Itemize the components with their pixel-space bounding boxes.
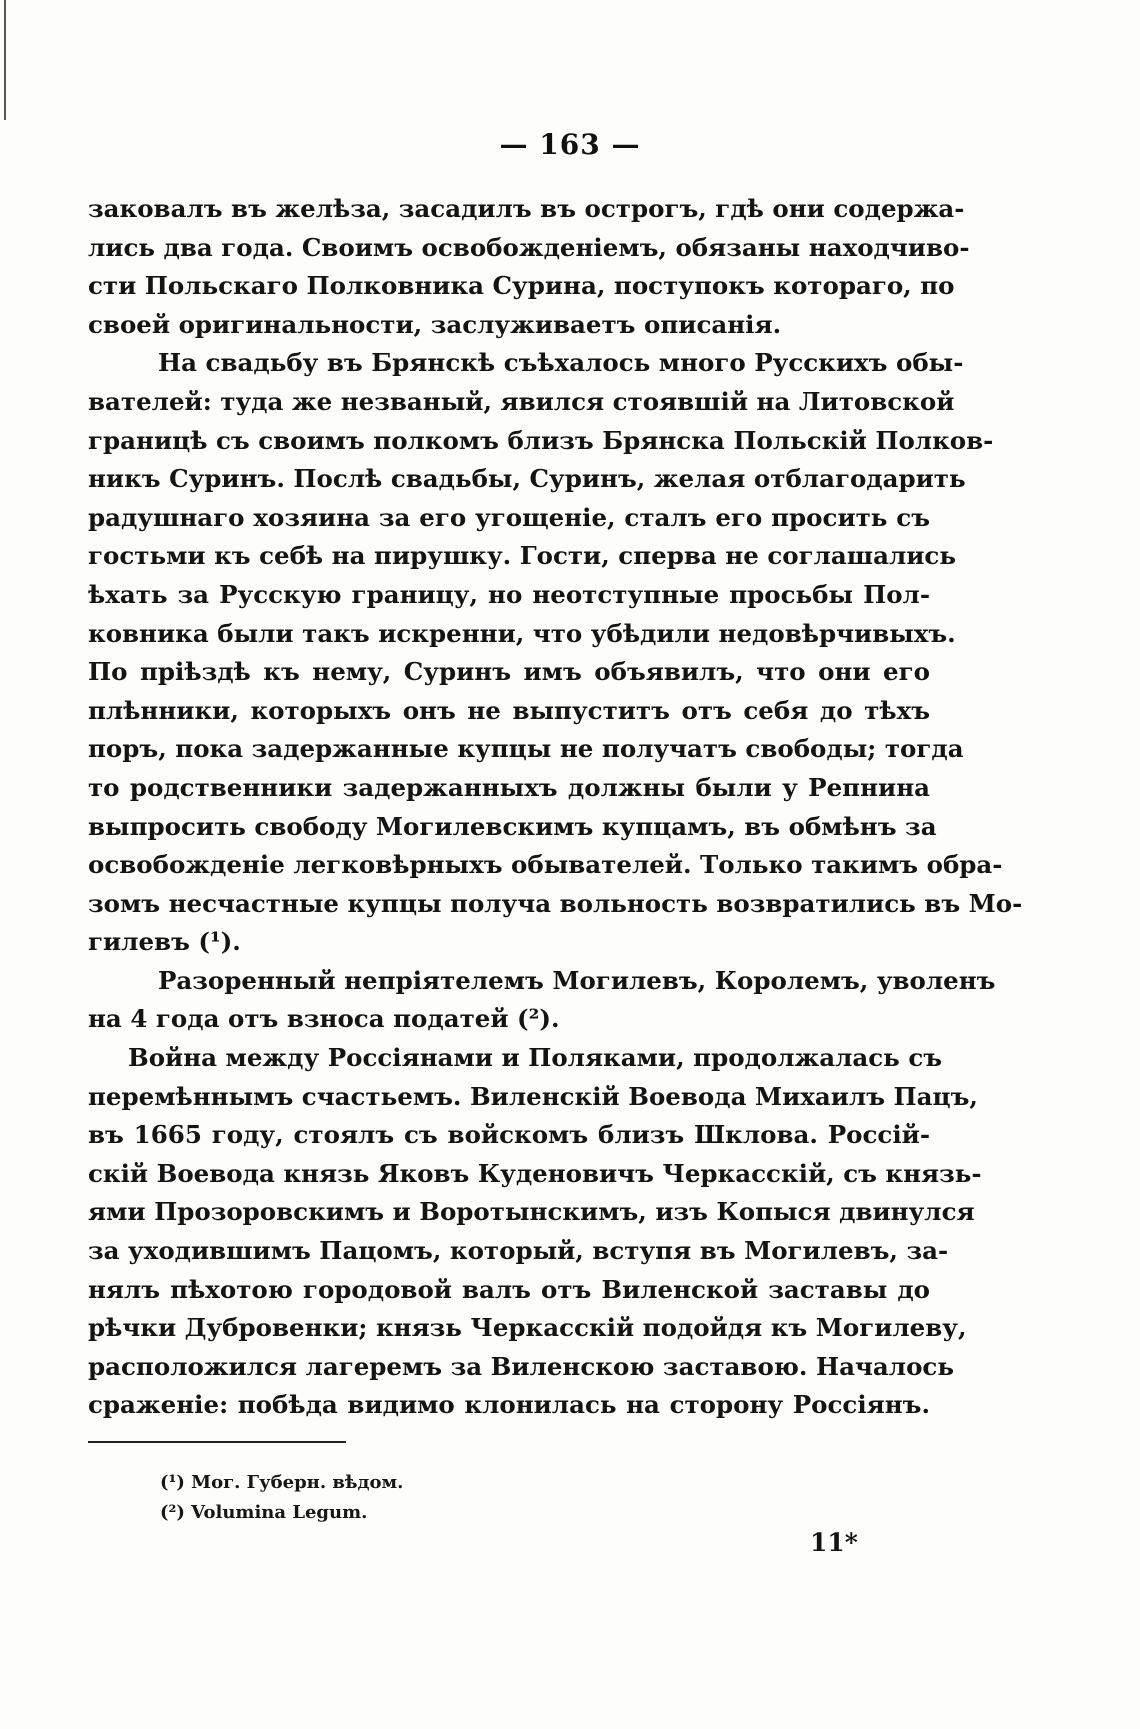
text-line: вателей: туда же незваный, явился стоявшій на Литовской: [88, 386, 955, 416]
text-line: По пріѣздѣ къ нему, Суринъ имъ объявилъ, что они его: [88, 657, 930, 687]
footnote-1: (¹) Мог. Губерн. вѣдом.: [160, 1472, 404, 1493]
text-line: Война между Россіянами и Поляками, продолжалась съ: [128, 1043, 943, 1073]
text-line: то родственники задержанныхъ должны были у Репнина: [88, 772, 930, 802]
text-line: ѣхать за Русскую границу, но неотступные просьбы Пол-: [88, 579, 930, 609]
printer-signature-mark: 11*: [810, 1528, 858, 1557]
text-line: ковника были такъ искренни, что убѣдили недовѣрчивыхъ.: [88, 618, 956, 648]
page-number: — 163 —: [499, 128, 641, 161]
text-line: На свадьбу въ Брянскѣ съѣхалось много Русскихъ обы-: [158, 348, 964, 378]
footnotes: [160, 1468, 403, 1528]
footnote-divider: [88, 1441, 346, 1443]
text-line: поръ, пока задержанные купцы не получатъ свободы; тогда: [88, 734, 964, 764]
body-text: [88, 190, 1023, 1425]
text-line: лись два года. Своимъ освобожденіемъ, обязаны находчиво-: [88, 232, 970, 262]
text-line: заковалъ въ желѣза, засадилъ въ острогъ, гдѣ они содержа-: [88, 194, 965, 223]
text-line: скій Воевода князь Яковъ Куденовичъ Черкасскій, съ князь-: [88, 1158, 982, 1188]
text-line: выпросить свободу Могилевскимъ купцамъ, въ обмѣнъ за: [88, 811, 937, 841]
text-line: сраженіе: побѣда видимо клонилась на сторону Россіянъ.: [88, 1390, 930, 1420]
text-line: никъ Суринъ. Послѣ свадьбы, Суринъ, желая отблагодарить: [88, 464, 966, 494]
text-line: гостьми къ себѣ на пирушку. Гости, сперва не соглашались: [88, 541, 956, 571]
text-line: радушнаго хозяина за его угощеніе, сталъ его просить съ: [88, 502, 930, 532]
text-line: рѣчки Дубровенки; князь Черкасскій подойдя къ Могилеву,: [88, 1313, 967, 1343]
text-line: зомъ несчастные купцы получа вольность возвратились въ Мо-: [88, 888, 1023, 918]
text-line: плѣнники, которыхъ онъ не выпуститъ отъ себя до тѣхъ: [88, 695, 930, 725]
text-line: перемѣннымъ счастьемъ. Виленскій Воевода Михаилъ Пацъ,: [88, 1081, 978, 1111]
text-line: гилевъ (¹).: [88, 927, 241, 957]
text-line: на 4 года отъ взноса податей (²).: [88, 1004, 560, 1034]
text-line: освобожденіе легковѣрныхъ обывателей. Только такимъ обра-: [88, 850, 1003, 880]
text-line: границѣ съ своимъ полкомъ близъ Брянска Польскій Полков-: [88, 425, 994, 455]
text-line: ями Прозоровскимъ и Воротынскимъ, изъ Копыся двинулся: [88, 1197, 975, 1227]
text-line: Разоренный непріятелемъ Могилевъ, Королемъ, уволенъ: [158, 965, 996, 995]
text-line: своей оригинальности, заслуживаетъ описанія.: [88, 309, 782, 339]
text-line: сти Польскаго Полковника Сурина, поступокъ котораго, по: [88, 271, 955, 301]
footnote-2: (²) Volumina Legum.: [160, 1502, 368, 1523]
text-line: за уходившимъ Пацомъ, который, вступя въ Могилевъ, за-: [88, 1236, 949, 1266]
text-line: расположился лагеремъ за Виленскою заставою. Началось: [88, 1351, 954, 1381]
text-line: въ 1665 году, стоялъ съ войскомъ близъ Шклова. Россій-: [88, 1120, 930, 1150]
scan-edge: [4, 0, 6, 120]
text-line: нялъ пѣхотою городовой валъ отъ Виленской заставы до: [88, 1274, 930, 1304]
